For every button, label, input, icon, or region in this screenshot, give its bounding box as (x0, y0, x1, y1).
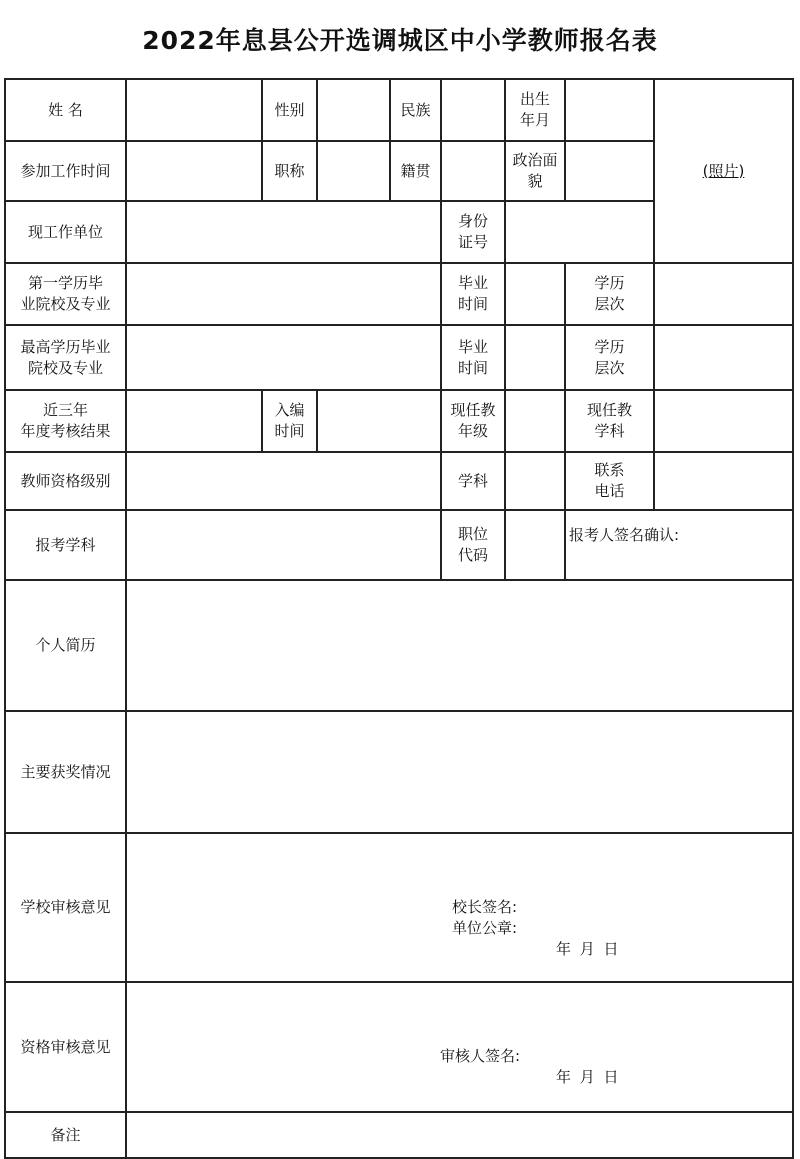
form-title: 2022年息县公开选调城区中小学教师报名表 (142, 26, 658, 55)
assessment-label: 近三年 年度考核结果 (5, 390, 126, 452)
degree-level-2-input[interactable] (654, 325, 793, 390)
political-status-input[interactable] (565, 141, 654, 201)
ethnicity-label: 民族 (390, 79, 441, 141)
principal-signature-label: 校长签名: (452, 898, 518, 916)
ethnicity-input[interactable] (441, 79, 505, 141)
native-place-input[interactable] (441, 141, 505, 201)
qualification-review-input[interactable] (126, 982, 793, 1112)
awards-input[interactable] (126, 711, 793, 833)
native-place-label: 籍贯 (390, 141, 441, 201)
resume-label: 个人简历 (5, 580, 126, 711)
birth-input[interactable] (565, 79, 654, 141)
position-code-input[interactable] (505, 510, 565, 580)
school-review-input[interactable] (126, 833, 793, 982)
registration-table (4, 78, 794, 1159)
name-label: 姓 名 (5, 79, 126, 141)
apply-subject-input[interactable] (126, 510, 441, 580)
contact-phone-input[interactable] (654, 452, 793, 510)
school-review-date: 年 月 日 (556, 940, 621, 958)
first-degree-label: 第一学历毕 业院校及专业 (5, 263, 126, 325)
awards-label: 主要获奖情况 (5, 711, 126, 833)
photo-cell[interactable] (654, 79, 793, 263)
current-grade-label: 现任教 年级 (441, 390, 505, 452)
graduation-time-2-input[interactable] (505, 325, 565, 390)
applicant-signature-cell[interactable] (565, 510, 793, 580)
reviewer-signature-label: 审核人签名: (440, 1047, 521, 1065)
work-start-input[interactable] (126, 141, 262, 201)
graduation-time-2-label: 毕业 时间 (441, 325, 505, 390)
subject-input[interactable] (505, 452, 565, 510)
current-unit-label: 现工作单位 (5, 201, 126, 263)
assessment-input[interactable] (126, 390, 262, 452)
photo-label: (照片) (702, 161, 745, 180)
first-degree-input[interactable] (126, 263, 441, 325)
political-status-label: 政治面 貌 (505, 141, 565, 201)
enrollment-time-label: 入编 时间 (262, 390, 317, 452)
gender-label: 性别 (262, 79, 317, 141)
school-review-label: 学校审核意见 (5, 833, 126, 982)
work-start-label: 参加工作时间 (5, 141, 126, 201)
subject-label: 学科 (441, 452, 505, 510)
qualification-review-label: 资格审核意见 (5, 982, 126, 1112)
resume-input[interactable] (126, 580, 793, 711)
gender-input[interactable] (317, 79, 390, 141)
teacher-qualification-label: 教师资格级别 (5, 452, 126, 510)
current-grade-input[interactable] (505, 390, 565, 452)
degree-level-1-input[interactable] (654, 263, 793, 325)
current-subject-input[interactable] (654, 390, 793, 452)
title-rank-label: 职称 (262, 141, 317, 201)
enrollment-time-input[interactable] (317, 390, 441, 452)
unit-seal-label: 单位公章: (452, 919, 518, 937)
current-unit-input[interactable] (126, 201, 441, 263)
applicant-signature-label: 报考人签名确认: (569, 526, 680, 544)
remarks-input[interactable] (126, 1112, 793, 1158)
birth-label: 出生 年月 (505, 79, 565, 141)
current-subject-label: 现任教 学科 (565, 390, 654, 452)
qualification-review-date: 年 月 日 (556, 1068, 621, 1086)
remarks-label: 备注 (5, 1112, 126, 1158)
name-input[interactable] (126, 79, 262, 141)
title-rank-input[interactable] (317, 141, 390, 201)
apply-subject-label: 报考学科 (5, 510, 126, 580)
position-code-label: 职位 代码 (441, 510, 505, 580)
graduation-time-1-input[interactable] (505, 263, 565, 325)
degree-level-1-label: 学历 层次 (565, 263, 654, 325)
graduation-time-1-label: 毕业 时间 (441, 263, 505, 325)
id-number-input[interactable] (505, 201, 654, 263)
teacher-qualification-input[interactable] (126, 452, 441, 510)
highest-degree-input[interactable] (126, 325, 441, 390)
highest-degree-label: 最高学历毕业 院校及专业 (5, 325, 126, 390)
degree-level-2-label: 学历 层次 (565, 325, 654, 390)
contact-phone-label: 联系 电话 (565, 452, 654, 510)
id-number-label: 身份 证号 (441, 201, 505, 263)
